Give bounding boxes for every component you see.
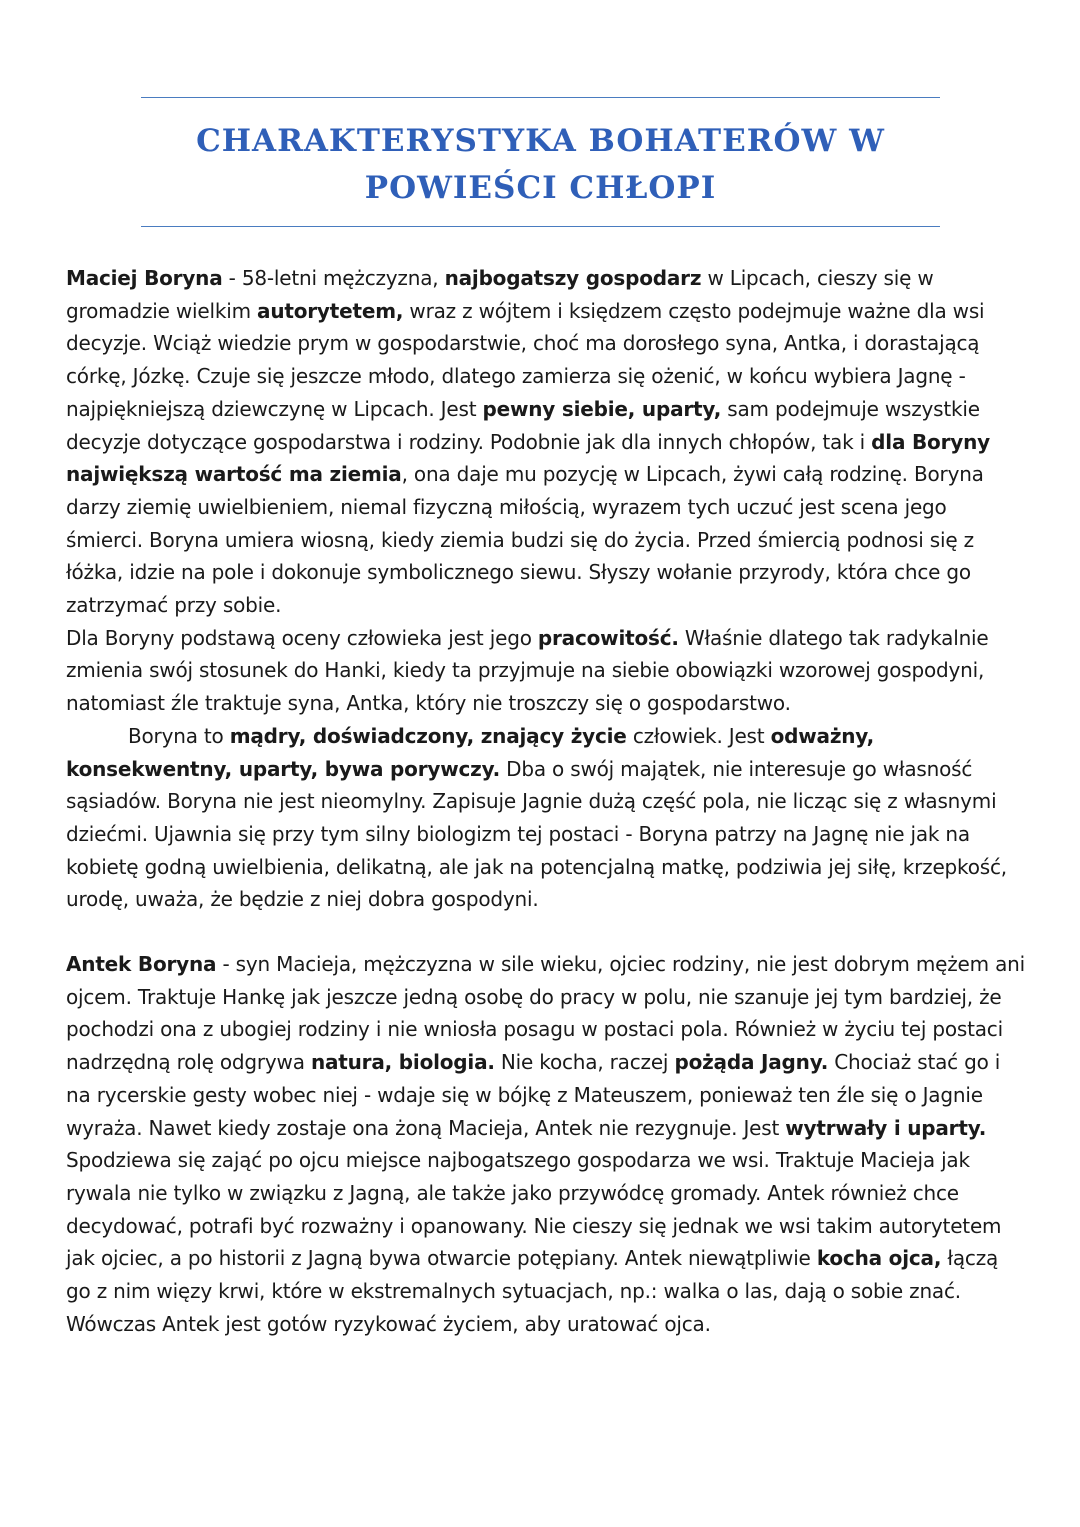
bold-phrase: pożąda Jagny.: [674, 1050, 829, 1075]
text-segment: Dla Boryny podstawą oceny człowieka jest jego: [66, 625, 538, 650]
text-segment: Dba o swój majątek, nie interesuje go własność sąsiadów. Boryna nie jest nieomylny. Zapisuje Jagnie dużą część pola, nie licząc się z własnymi dziećmi. Ujawnia się przy tym silny biologizm tej postaci - Boryna patrzy na Jagnę nie jak na kobietę godną uwielbienia, delikatną, ale jak na potencjalną matkę, podziwia jej siłę, krzepkość, urodę, uważa, że będzie z niej dobra gospodyni.: [66, 756, 1007, 912]
document-body: [66, 262, 1026, 1341]
text-segment: Nie kocha, raczej: [494, 1050, 675, 1075]
paragraph-maciej-traits: [66, 720, 1026, 916]
text-segment: - syn Macieja, mężczyzna w sile wieku, ojciec rodziny, nie jest dobrym mężem ani ojcem. Traktuje Hankę jak jeszcze jedną osobę do pracy w polu, nie szanuje jej tym bardziej, że pochodzi ona z ubogiej rodziny i nie wniosła posagu w postaci pola. Również w życiu tej postaci nadrzędną rolę odgrywa: [66, 952, 1025, 1075]
text-segment: Chociaż stać go i na rycerskie gesty wobec niej - wdaje się w bójkę z Mateuszem, ponieważ ten źle się o Jagnie wyraża. Nawet kiedy zostaje ona żoną Macieja, Antek nie rezygnuje. Jest: [66, 1050, 1001, 1140]
bold-phrase: pewny siebie, uparty,: [482, 396, 722, 421]
bold-phrase: mądry, doświadczony, znający życie: [229, 723, 627, 748]
title-bottom-rule: [141, 226, 940, 227]
bold-phrase: pracowitość.: [537, 625, 679, 650]
text-segment: w Lipcach, cieszy się w gromadzie wielkim: [66, 266, 934, 323]
page-title-line-2: POWIEŚCI CHŁOPI: [364, 170, 717, 206]
character-name-maciej: Maciej Boryna: [66, 266, 223, 290]
bold-phrase: najbogatszy gospodarz: [444, 266, 702, 290]
page-title: [141, 118, 940, 212]
paragraph-maciej-work: [66, 622, 1026, 720]
text-segment: Właśnie dlatego tak radykalnie zmienia swój stosunek do Hanki, kiedy ta przyjmuje na siebie obowiązki wzorowej gospodyni, natomiast źle traktuje syna, Antka, który nie troszczy się o gospodarstwo.: [66, 625, 989, 716]
text-segment: sam podejmuje wszystkie decyzje dotyczące gospodarstwa i rodziny. Podobnie jak dla innych chłopów, tak i: [66, 396, 980, 454]
bold-phrase: natura, biologia.: [310, 1050, 495, 1075]
bold-phrase: kocha ojca,: [816, 1246, 942, 1271]
text-segment: , ona daje mu pozycję w Lipcach, żywi całą rodzinę. Boryna darzy ziemię uwielbieniem, niemal fizyczną miłością, wyrazem tych uczuć jest scena jego śmierci. Boryna umiera wiosną, kiedy ziemia budzi się do życia. Przed śmiercią podnosi się z łóżka, idzie na pole i dokonuje symbolicznego siewu. Słyszy wołanie przyrody, która chce go zatrzymać przy sobie.: [66, 462, 984, 618]
bold-phrase: odważny, konsekwentny, uparty, bywa porywczy.: [66, 723, 874, 781]
text-segment: Spodziewa się zająć po ojcu miejsce najbogatszego gospodarza we wsi. Traktuje Macieja jak rywala nie tylko w związku z Jagną, ale także jako przywódcę gromady. Antek również chce decydować, potrafi być rozważny i opanowany. Nie cieszy się jednak we wsi takim autorytetem jak ojciec, a po historii z Jagną bywa otwarcie potępiany. Antek niewątpliwie: [66, 1148, 1002, 1271]
text-segment: wraz z wójtem i księdzem często podejmuje ważne dla wsi decyzje. Wciąż wiedzie prym w gospodarstwie, choć ma dorosłego syna, Antka, i dorastającą córkę, Józkę. Czuje się jeszcze młodo, dlatego zamierza się ożenić, w końcu wybiera Jagnę - najpiękniejszą dziewczynę w Lipcach. Jest: [66, 298, 985, 421]
text-segment: - 58-letni mężczyzna,: [222, 266, 445, 290]
character-name-antek: Antek Boryna: [66, 952, 217, 977]
paragraph-maciej-intro: [66, 262, 1026, 622]
bold-phrase: wytrwały i uparty.: [785, 1115, 987, 1140]
bold-phrase: dla Boryny największą wartość ma ziemia: [66, 429, 990, 487]
text-segment: Boryna to: [128, 723, 230, 748]
title-top-rule: [141, 97, 940, 98]
paragraph-antek: [66, 948, 1026, 1340]
text-segment: człowiek. Jest: [626, 723, 771, 748]
page-title-line-1: CHARAKTERYSTYKA BOHATERÓW W: [196, 123, 885, 159]
bold-phrase: autorytetem,: [257, 298, 404, 323]
text-segment: łączą go z nim więzy krwi, które w ekstremalnych sytuacjach, np.: walka o las, dają o sobie znać. Wówczas Antek jest gotów ryzykować życiem, aby uratować ojca.: [66, 1246, 999, 1336]
